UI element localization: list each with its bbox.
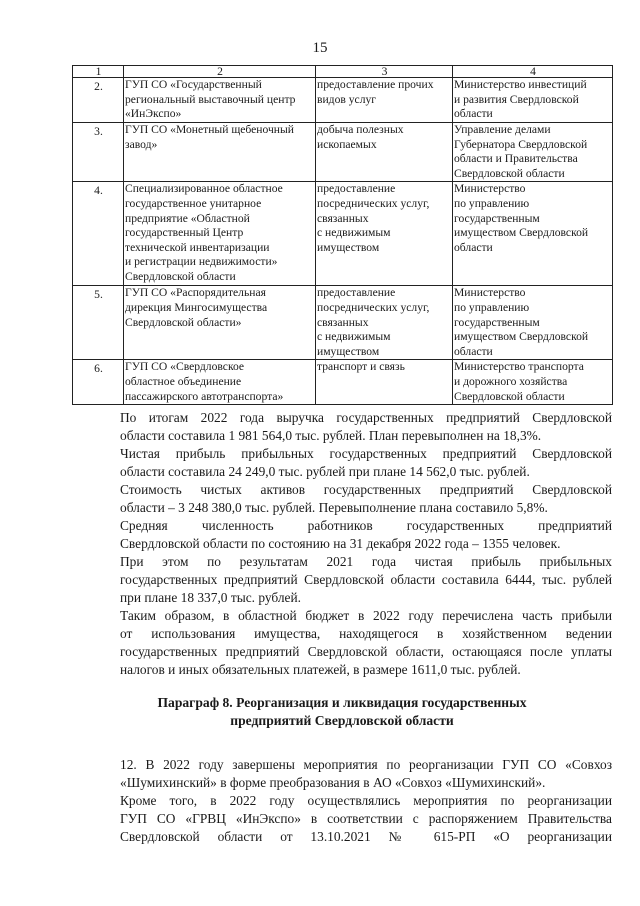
cell-line: государственное унитарное xyxy=(125,196,262,210)
cell-line: предоставление xyxy=(317,182,396,196)
row-number: 5. xyxy=(73,286,124,360)
text-line: Чистая прибыль прибыльных государственных предприятий Свердловской xyxy=(120,446,612,461)
ministry-cell xyxy=(453,78,613,123)
row-number: 2. xyxy=(73,78,124,123)
cell-line: с недвижимым xyxy=(317,226,391,240)
paragraph-net-profit xyxy=(72,445,612,481)
cell-line: и развития Свердловской xyxy=(454,92,579,106)
text-line: области – 3 248 380,0 тыс. рублей. Перевыполнение плана составило 5,8%. xyxy=(120,500,548,515)
paragraph-shumikhinsky xyxy=(72,756,612,792)
cell-line: связанных xyxy=(317,315,369,329)
paragraph-2021-profit xyxy=(72,553,612,607)
enterprise-table xyxy=(72,65,613,405)
page-number: 15 xyxy=(312,40,328,56)
cell-line: Управление делами xyxy=(454,123,551,136)
section-heading xyxy=(72,694,612,730)
text-line: Свердловской области по состоянию на 31 декабря 2022 года – 1355 человек. xyxy=(120,536,561,551)
cell-line: имуществом xyxy=(317,240,380,254)
ministry-cell xyxy=(453,123,613,182)
table-row xyxy=(73,286,613,360)
cell-line: имуществом xyxy=(317,344,380,358)
cell-line: Свердловской области xyxy=(125,269,236,283)
text-line: при плане 18 337,0 тыс. рублей. xyxy=(120,590,301,605)
text-line: По итогам 2022 года выручка государственных предприятий Свердловской xyxy=(120,410,612,425)
table-row xyxy=(73,360,613,405)
cell-line: транспорт и связь xyxy=(317,360,405,374)
activity-cell xyxy=(316,286,453,360)
cell-line: региональный выставочный центр xyxy=(125,92,296,106)
cell-line: ГУП СО «Государственный xyxy=(125,78,262,91)
cell-line: с недвижимым xyxy=(317,330,391,344)
cell-line: Специализированное областное xyxy=(125,182,283,196)
table-header-row xyxy=(73,66,613,78)
cell-line: области xyxy=(454,344,493,358)
column-header: 4 xyxy=(453,66,613,78)
cell-line: Свердловской области xyxy=(454,166,565,180)
cell-line: Губернатора Свердловской xyxy=(454,137,588,151)
cell-line: ГУП СО «Свердловское xyxy=(125,360,245,374)
activity-cell xyxy=(316,360,453,405)
cell-line: видов услуг xyxy=(317,92,377,106)
cell-line: по управлению xyxy=(454,300,530,314)
cell-line: дирекция Мингосимущества xyxy=(125,300,268,314)
cell-line: Свердловской области» xyxy=(125,315,242,329)
paragraph-inexpo xyxy=(72,792,612,846)
cell-line: Министерство транспорта xyxy=(454,360,584,374)
cell-line: технической инвентаризации xyxy=(125,240,270,254)
paragraph-revenue xyxy=(72,409,612,445)
cell-line: имуществом Свердловской xyxy=(454,226,589,240)
cell-line: посреднических услуг, xyxy=(317,300,430,314)
paragraph-headcount xyxy=(72,517,612,553)
cell-line: пассажирского автотранспорта» xyxy=(125,389,284,403)
text-line: от использования имущества, находящегося в хозяйственном ведении xyxy=(120,626,612,641)
cell-line: государственным xyxy=(454,315,540,329)
enterprise-name-cell xyxy=(124,360,316,405)
cell-line: Министерство инвестиций xyxy=(454,78,587,91)
cell-line: области и Правительства xyxy=(454,152,578,166)
ministry-cell xyxy=(453,286,613,360)
cell-line: ископаемых xyxy=(317,137,377,151)
reorganization-paragraphs xyxy=(72,756,612,846)
text-line: Стоимость чистых активов государственных предприятий Свердловской xyxy=(120,482,612,497)
text-line: 12. В 2022 году завершены мероприятия по реорганизации ГУП СО «Совхоз xyxy=(120,757,612,772)
text-line: Кроме того, в 2022 году осуществлялись мероприятия по реорганизации xyxy=(120,793,612,808)
ministry-cell xyxy=(453,360,613,405)
column-header: 2 xyxy=(124,66,316,78)
text-line: Таким образом, в областной бюджет в 2022 году перечислена часть прибыли xyxy=(120,608,612,623)
cell-line: Свердловской области xyxy=(454,389,565,403)
cell-line: ГУП СО «Монетный щебеночный xyxy=(125,123,295,136)
table-row xyxy=(73,182,613,286)
text-line: ГУП СО «ГРВЦ «ИнЭкспо» в соответствии с распоряжением Правительства xyxy=(120,811,612,826)
cell-line: связанных xyxy=(317,211,369,225)
cell-line: по управлению xyxy=(454,196,530,210)
paragraph-net-assets xyxy=(72,481,612,517)
cell-line: предприятие «Областной xyxy=(125,211,250,225)
activity-cell xyxy=(316,123,453,182)
cell-line: и дорожного хозяйства xyxy=(454,374,568,388)
cell-line: Министерство xyxy=(454,286,526,300)
paragraph-budget-transfer xyxy=(72,607,612,679)
text-line: «Шумихинский» в форме преобразования в АО «Совхоз «Шумихинский». xyxy=(120,775,546,790)
report-paragraphs xyxy=(72,409,612,679)
text-line: При этом по результатам 2021 года чистая прибыль прибыльных xyxy=(120,554,612,569)
cell-line: предоставление прочих xyxy=(317,78,434,91)
activity-cell xyxy=(316,78,453,123)
cell-line: области xyxy=(454,107,493,121)
text-line: налогов и иных обязательных платежей, в размере 1611,0 тыс. рублей. xyxy=(120,662,521,677)
cell-line: имуществом Свердловской xyxy=(454,330,589,344)
row-number: 4. xyxy=(73,182,124,286)
cell-line: «ИнЭкспо» xyxy=(125,107,182,121)
enterprise-name-cell xyxy=(124,78,316,123)
text-line: государственных предприятий Свердловской области составила 6444, тыс. рублей xyxy=(120,572,612,587)
cell-line: добыча полезных xyxy=(317,123,404,136)
cell-line: посреднических услуг, xyxy=(317,196,430,210)
activity-cell xyxy=(316,182,453,286)
column-header: 1 xyxy=(73,66,124,78)
cell-line: государственным xyxy=(454,211,540,225)
enterprise-name-cell xyxy=(124,286,316,360)
cell-line: завод» xyxy=(125,137,158,151)
cell-line: предоставление xyxy=(317,286,396,300)
row-number: 3. xyxy=(73,123,124,182)
cell-line: области xyxy=(454,240,493,254)
column-header: 3 xyxy=(316,66,453,78)
table-row xyxy=(73,78,613,123)
row-number: 6. xyxy=(73,360,124,405)
enterprise-name-cell xyxy=(124,182,316,286)
cell-line: и регистрации недвижимости» xyxy=(125,255,278,269)
ministry-cell xyxy=(453,182,613,286)
text-line: области составила 1 981 564,0 тыс. рублей. План перевыполнен на 18,3%. xyxy=(120,428,542,443)
heading-line: Параграф 8. Реорганизация и ликвидация государственных xyxy=(157,695,527,710)
cell-line: Министерство xyxy=(454,182,526,196)
table-row xyxy=(73,123,613,182)
cell-line: государственный Центр xyxy=(125,226,244,240)
text-line: государственных предприятий Свердловской области, остающаяся после уплаты xyxy=(120,644,612,659)
enterprise-name-cell xyxy=(124,123,316,182)
cell-line: ГУП СО «Распорядительная xyxy=(125,286,266,300)
cell-line: областное объединение xyxy=(125,374,242,388)
text-line: Средняя численность работников государственных предприятий xyxy=(120,518,612,533)
text-line: Свердловской области от 13.10.2021 № 615-РП «О реорганизации xyxy=(120,829,612,844)
heading-line: предприятий Свердловской области xyxy=(230,713,454,728)
text-line: области составила 24 249,0 тыс. рублей при плане 14 562,0 тыс. рублей. xyxy=(120,464,530,479)
